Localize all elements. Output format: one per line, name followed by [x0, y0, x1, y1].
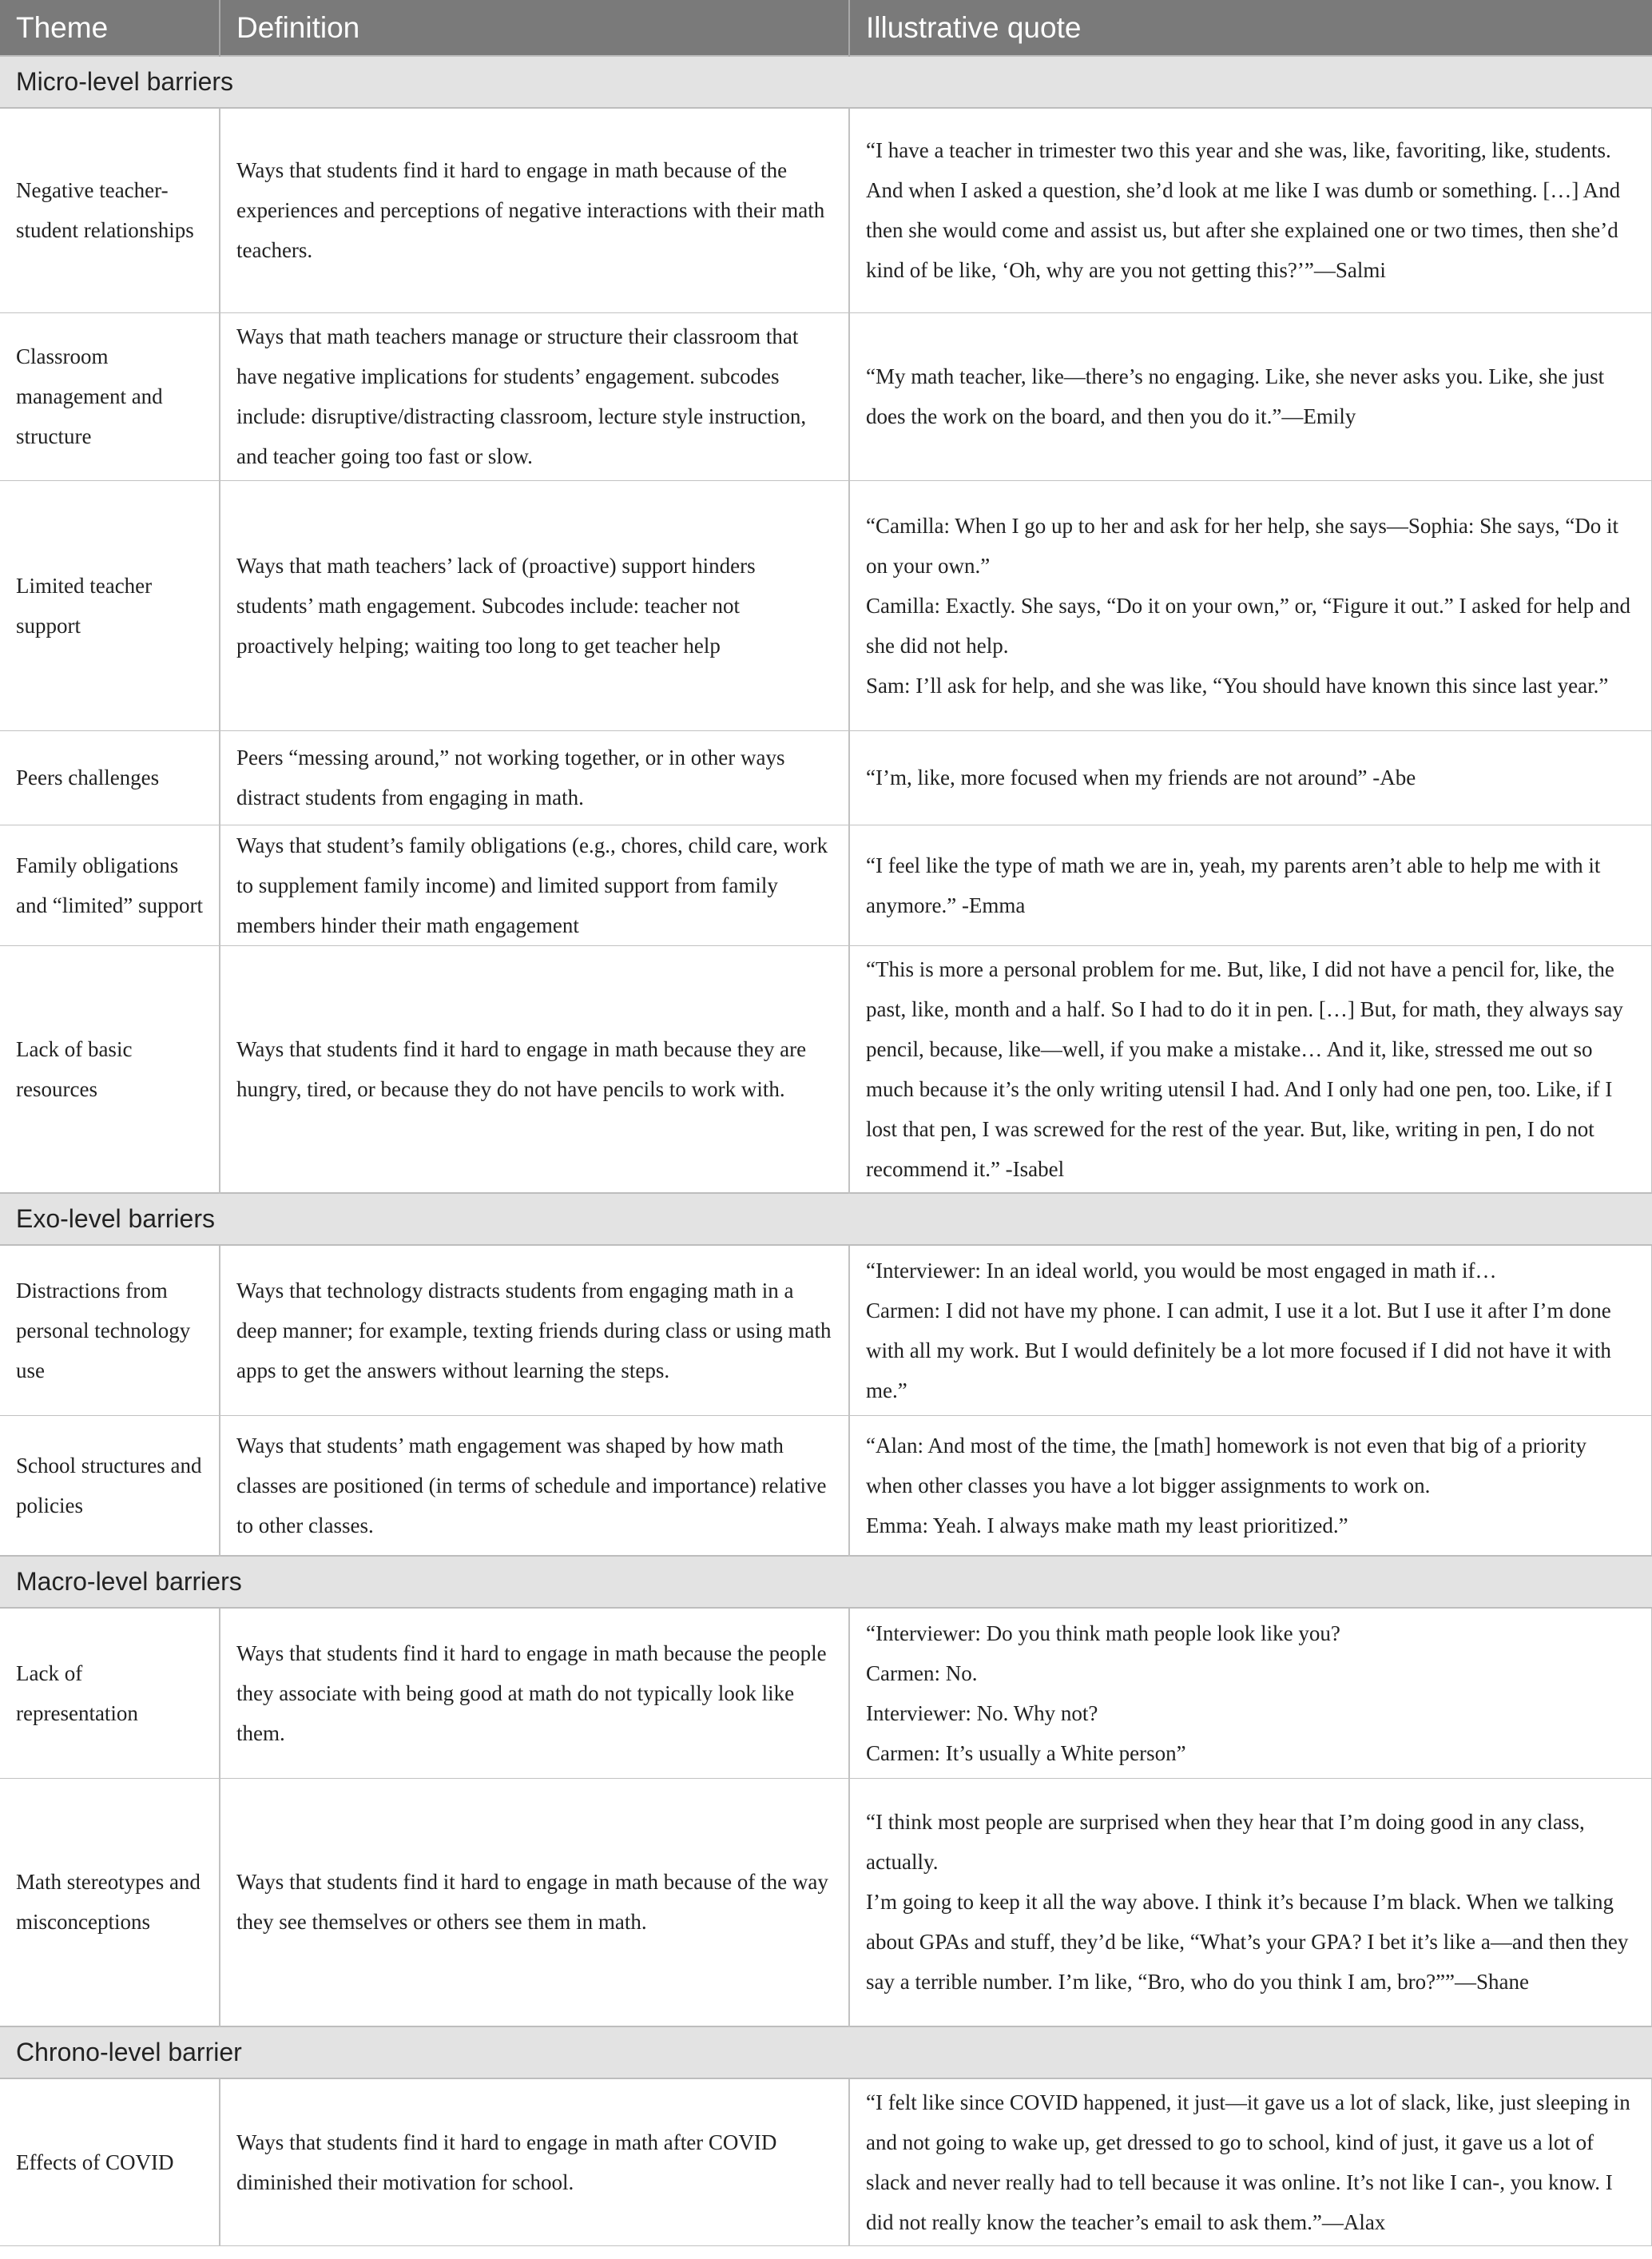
- quote-cell: [849, 730, 1652, 825]
- quote-cell: [849, 1608, 1652, 1778]
- theme-cell: Math stereotypes and misconceptions: [0, 1778, 220, 2026]
- quote-line: Carmen: I did not have my phone. I can admit, I use it a lot. But I use it after I’m done with all my work. But I would definitely be a lot more focused if I did not have it with me.”: [866, 1298, 1611, 1402]
- section-title: Macro-level barriers: [0, 1556, 1652, 1608]
- quote-cell: [849, 1245, 1652, 1415]
- definition-cell: Ways that students find it hard to engage in math after COVID diminished their motivation for school.: [220, 2078, 849, 2245]
- section-title: Exo-level barriers: [0, 1193, 1652, 1245]
- quote-line: “Interviewer: Do you think math people look like you?: [866, 1621, 1340, 1645]
- theme-cell: School structures and policies: [0, 1415, 220, 1556]
- table-row: [0, 1608, 1652, 1778]
- quote-cell: [849, 1415, 1652, 1556]
- theme-cell: Peers challenges: [0, 730, 220, 825]
- quote-cell: [849, 825, 1652, 945]
- section-title: Chrono-level barrier: [0, 2026, 1652, 2078]
- quote-line: Sam: I’ll ask for help, and she was like, “You should have known this since last year.”: [866, 673, 1609, 698]
- theme-cell: Classroom management and structure: [0, 312, 220, 480]
- quote-cell: [849, 2078, 1652, 2245]
- quote-cell: [849, 108, 1652, 312]
- table-row: [0, 2078, 1652, 2245]
- quote-line: “Interviewer: In an ideal world, you would be most engaged in math if…: [866, 1258, 1497, 1283]
- theme-cell: Distractions from personal technology use: [0, 1245, 220, 1415]
- table-body: [0, 56, 1652, 2245]
- quote-line: “This is more a personal problem for me. But, like, I did not have a pencil for, like, the past, like, month and a half. So I had to do it in pen. […] But, for math, they always say pencil, because, like—well, if you make a mistake… And it, like, stressed me out so much because it’s the only writing utensil I had. And I only had one pen, too. Like, if I lost that pen, I was screwed for the rest of the year. But, like, writing in pen, I do not recommend it.” -Isabel: [866, 956, 1623, 1181]
- quote-line: Emma: Yeah. I always make math my least prioritized.”: [866, 1513, 1348, 1537]
- header-theme: Theme: [0, 0, 220, 56]
- definition-cell: Ways that student’s family obligations (e.g., chores, child care, work to supplement family income) and limited support from family members hinder their math engagement: [220, 825, 849, 945]
- theme-cell: Effects of COVID: [0, 2078, 220, 2245]
- quote-line: Interviewer: No. Why not?: [866, 1700, 1098, 1725]
- quote-line: “I think most people are surprised when they hear that I’m doing good in any class, actually.: [866, 1810, 1585, 1875]
- header-definition: Definition: [220, 0, 849, 56]
- quote-line: “I’m, like, more focused when my friends are not around” -Abe: [866, 766, 1416, 789]
- definition-cell: Ways that students find it hard to engage in math because the people they associate with being good at math do not typically look like them.: [220, 1608, 849, 1778]
- definition-cell: Ways that technology distracts students from engaging math in a deep manner; for example, texting friends during class or using math apps to get the answers without learning the steps.: [220, 1245, 849, 1415]
- table-header: [0, 0, 1652, 56]
- section-row: [0, 1556, 1652, 1608]
- table-row: [0, 1778, 1652, 2026]
- section-title: Micro-level barriers: [0, 56, 1652, 108]
- table-row: [0, 1245, 1652, 1415]
- definition-cell: Ways that students find it hard to engage in math because of the experiences and perceptions of negative interactions with their math teachers.: [220, 108, 849, 312]
- table-row: [0, 1415, 1652, 1556]
- quote-line: “I have a teacher in trimester two this year and she was, like, favoriting, like, students. And when I asked a question, she’d look at me like I was dumb or something. […] And then she would come and assist us, but after she explained one or two times, then she’d kind of be like, ‘Oh, why are you not getting this?’”—Salmi: [866, 138, 1621, 283]
- section-row: [0, 1193, 1652, 1245]
- definition-cell: Ways that math teachers’ lack of (proactive) support hinders students’ math engagement. Subcodes include: teacher not proactively helping; waiting too long to get teacher help: [220, 480, 849, 730]
- quote-line: “I feel like the type of math we are in, yeah, my parents aren’t able to help me with it anymore.” -Emma: [866, 853, 1601, 917]
- theme-cell: Limited teacher support: [0, 480, 220, 730]
- table-row: [0, 312, 1652, 480]
- definition-cell: Ways that students’ math engagement was shaped by how math classes are positioned (in terms of schedule and importance) relative to other classes.: [220, 1415, 849, 1556]
- table-row: [0, 825, 1652, 945]
- theme-cell: Lack of representation: [0, 1608, 220, 1778]
- quote-line: Carmen: It’s usually a White person”: [866, 1740, 1186, 1765]
- header-quote: Illustrative quote: [849, 0, 1652, 56]
- table-row: [0, 730, 1652, 825]
- quote-cell: [849, 312, 1652, 480]
- quote-line: “I felt like since COVID happened, it just—it gave us a lot of slack, like, just sleeping in and not going to wake up, get dressed to go to school, kind of just, it gave us a lot of slack and never really had to tell because it was online. It’s not like I can-, you know. I did not really know the teacher’s email to ask them.”—Alax: [866, 2090, 1630, 2234]
- quote-line: “My math teacher, like—there’s no engaging. Like, she never asks you. Like, she just does the work on the board, and then you do it.”—Emily: [866, 364, 1605, 428]
- definition-cell: Ways that math teachers manage or structure their classroom that have negative implications for students’ engagement. subcodes include: disruptive/distracting classroom, lecture style instruction, and teacher going too fast or slow.: [220, 312, 849, 480]
- quote-line: I’m going to keep it all the way above. I think it’s because I’m black. When we talking about GPAs and stuff, they’d be like, “What’s your GPA? I bet it’s like a—and then they say a terrible number. I’m like, “Bro, who do you think I am, bro?””—Shane: [866, 1890, 1629, 1995]
- definition-cell: Ways that students find it hard to engage in math because of the way they see themselves or others see them in math.: [220, 1778, 849, 2026]
- quote-cell: [849, 1778, 1652, 2026]
- table-row: [0, 480, 1652, 730]
- quote-line: Camilla: Exactly. She says, “Do it on your own,” or, “Figure it out.” I asked for help and she did not help.: [866, 593, 1630, 658]
- section-row: [0, 2026, 1652, 2078]
- quote-cell: [849, 945, 1652, 1193]
- table-row: [0, 945, 1652, 1193]
- definition-cell: Ways that students find it hard to engage in math because they are hungry, tired, or because they do not have pencils to work with.: [220, 945, 849, 1193]
- theme-cell: Negative teacher-student relationships: [0, 108, 220, 312]
- quote-line: “Camilla: When I go up to her and ask for her help, she says—Sophia: She says, “Do it on your own.”: [866, 513, 1619, 578]
- section-row: [0, 56, 1652, 108]
- theme-cell: Family obligations and “limited” support: [0, 825, 220, 945]
- quote-cell: [849, 480, 1652, 730]
- quote-line: “Alan: And most of the time, the [math] homework is not even that big of a priority when other classes you have a lot bigger assignments to work on.: [866, 1433, 1587, 1497]
- definition-cell: Peers “messing around,” not working together, or in other ways distract students from engaging in math.: [220, 730, 849, 825]
- theme-cell: Lack of basic resources: [0, 945, 220, 1193]
- table-row: [0, 108, 1652, 312]
- quote-line: Carmen: No.: [866, 1660, 978, 1685]
